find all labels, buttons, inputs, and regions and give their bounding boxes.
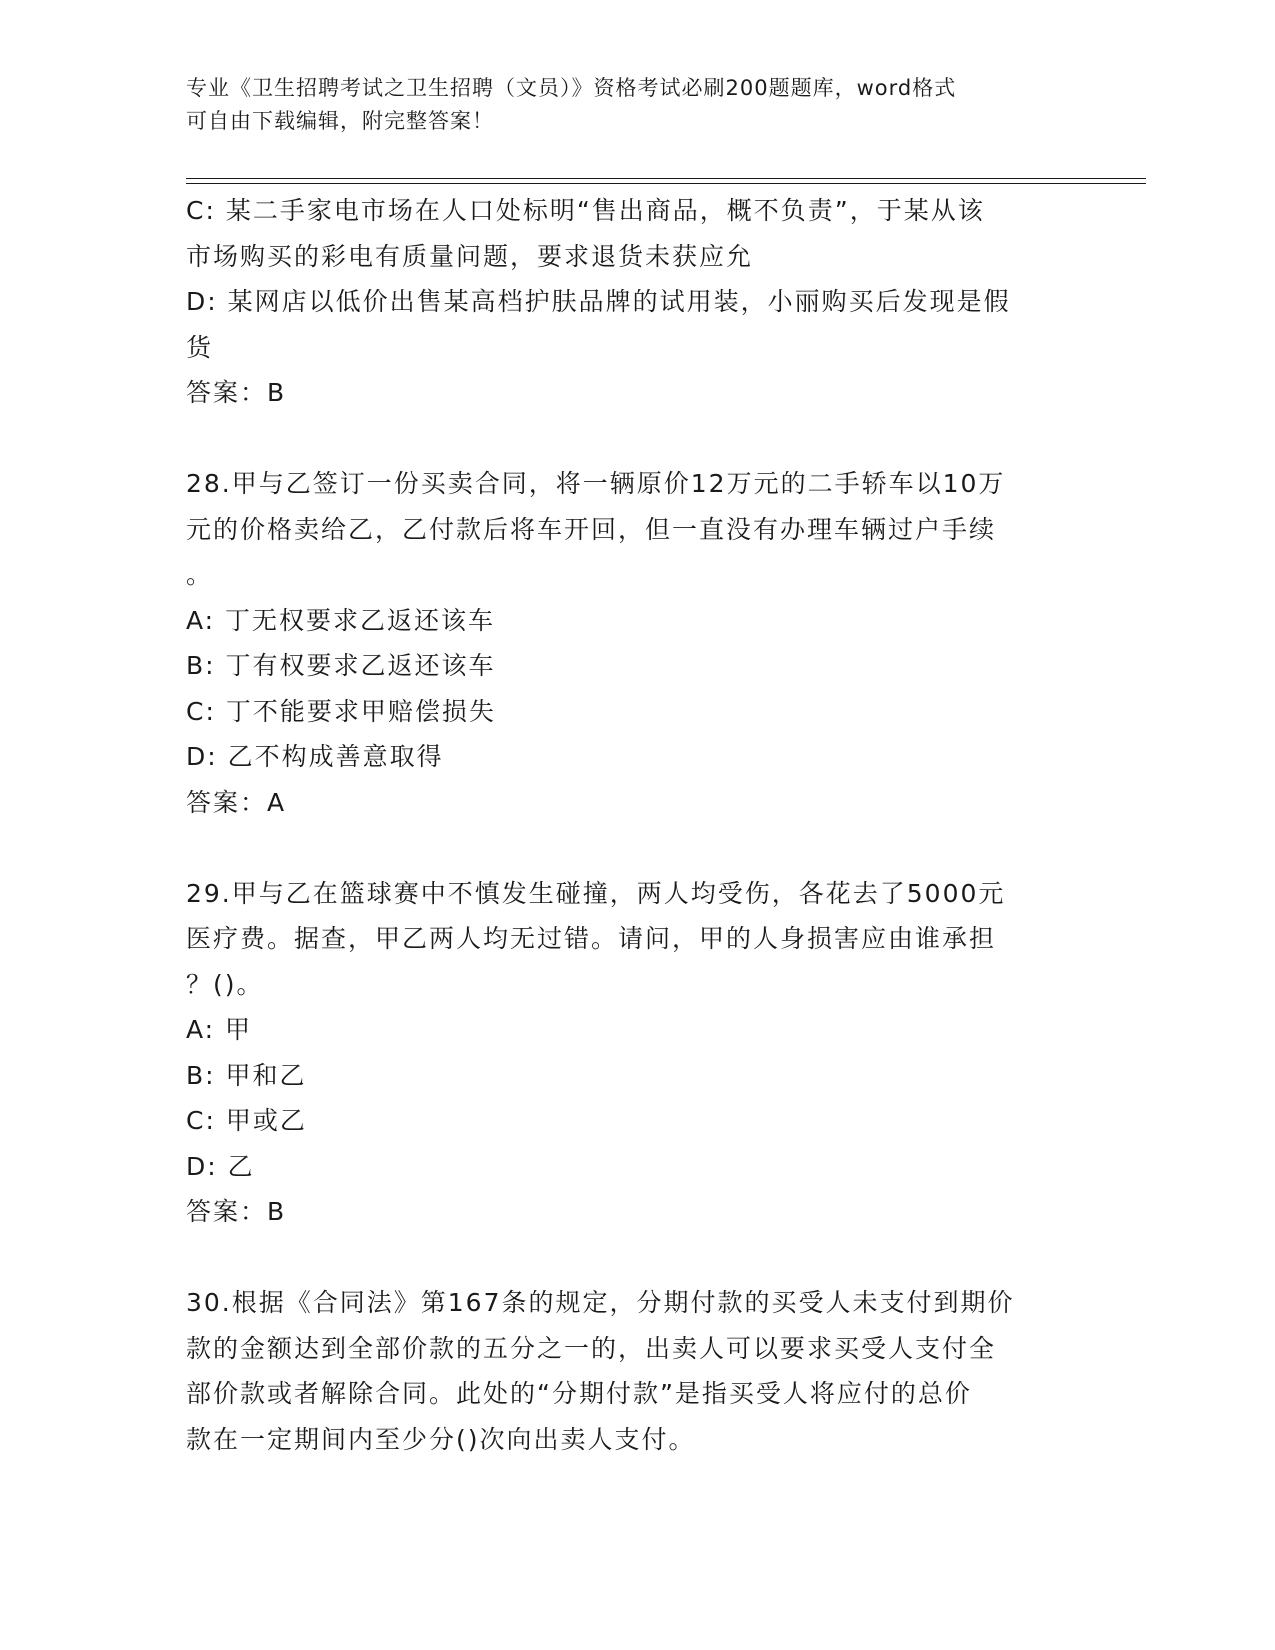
question-27-tail (186, 188, 1076, 416)
document-body (186, 188, 1076, 1462)
question-28 (186, 461, 1076, 825)
question-stem-line-2: 医疗费。据查，甲乙两人均无过错。请问，甲的人身损害应由谁承担 (186, 924, 997, 953)
spacer (186, 1235, 1076, 1281)
option-d: D: 乙 (186, 1151, 255, 1181)
option-a: A: 丁无权要求乙返还该车 (186, 605, 496, 635)
question-stem-line-4: 款在一定期间内至少分()次向出卖人支付。 (186, 1424, 696, 1454)
option-c-line-1: C: 某二手家电市场在人口处标明“售出商品，概不负责”，于某从该 (186, 196, 985, 225)
question-stem-line-3: ？()。 (186, 969, 264, 999)
option-d-line-2: 货 (186, 332, 214, 362)
header-divider-bottom (186, 183, 1146, 184)
question-stem-line-2: 款的金额达到全部价款的五分之一的，出卖人可以要求买受人支付全 (186, 1333, 997, 1363)
option-d: D: 乙不构成善意取得 (186, 742, 444, 771)
option-b: B: 甲和乙 (186, 1060, 307, 1090)
spacer (186, 416, 1076, 462)
option-d-line-1: D: 某网店以低价出售某高档护肤品牌的试用装，小丽购买后发现是假 (186, 287, 1011, 316)
option-c-line-2: 市场购买的彩电有质量问题，要求退货未获应允 (186, 241, 754, 271)
option-b: B: 丁有权要求乙返还该车 (186, 651, 496, 680)
document-header (186, 72, 1086, 138)
option-c: C: 甲或乙 (186, 1106, 307, 1135)
answer-line: 答案：B (186, 378, 287, 407)
answer-line: 答案：B (186, 1197, 287, 1226)
question-stem-line-1: 28.甲与乙签订一份买卖合同，将一辆原价12万元的二手轿车以10万 (186, 469, 1006, 498)
question-stem-line-3: 。 (186, 560, 214, 589)
option-c: C: 丁不能要求甲赔偿损失 (186, 696, 496, 726)
header-divider-top (186, 178, 1146, 179)
question-29 (186, 871, 1076, 1235)
header-line-1: 专业《卫生招聘考试之卫生招聘（文员）》资格考试必刷200题题库，word格式 (186, 76, 957, 100)
question-stem-line-1: 29.甲与乙在篮球赛中不慎发生碰撞，两人均受伤，各花去了5000元 (186, 878, 1006, 908)
spacer (186, 825, 1076, 871)
header-line-2: 可自由下载编辑，附完整答案！ (186, 109, 494, 133)
question-30 (186, 1280, 1076, 1462)
question-stem-line-1: 30.根据《合同法》第167条的规定，分期付款的买受人未支付到期价 (186, 1288, 1015, 1317)
answer-line: 答案：A (186, 787, 287, 817)
question-stem-line-2: 元的价格卖给乙，乙付款后将车开回，但一直没有办理车辆过户手续 (186, 514, 997, 544)
option-a: A: 甲 (186, 1015, 253, 1044)
question-stem-line-3: 部价款或者解除合同。此处的“分期付款”是指买受人将应付的总价 (186, 1379, 972, 1408)
